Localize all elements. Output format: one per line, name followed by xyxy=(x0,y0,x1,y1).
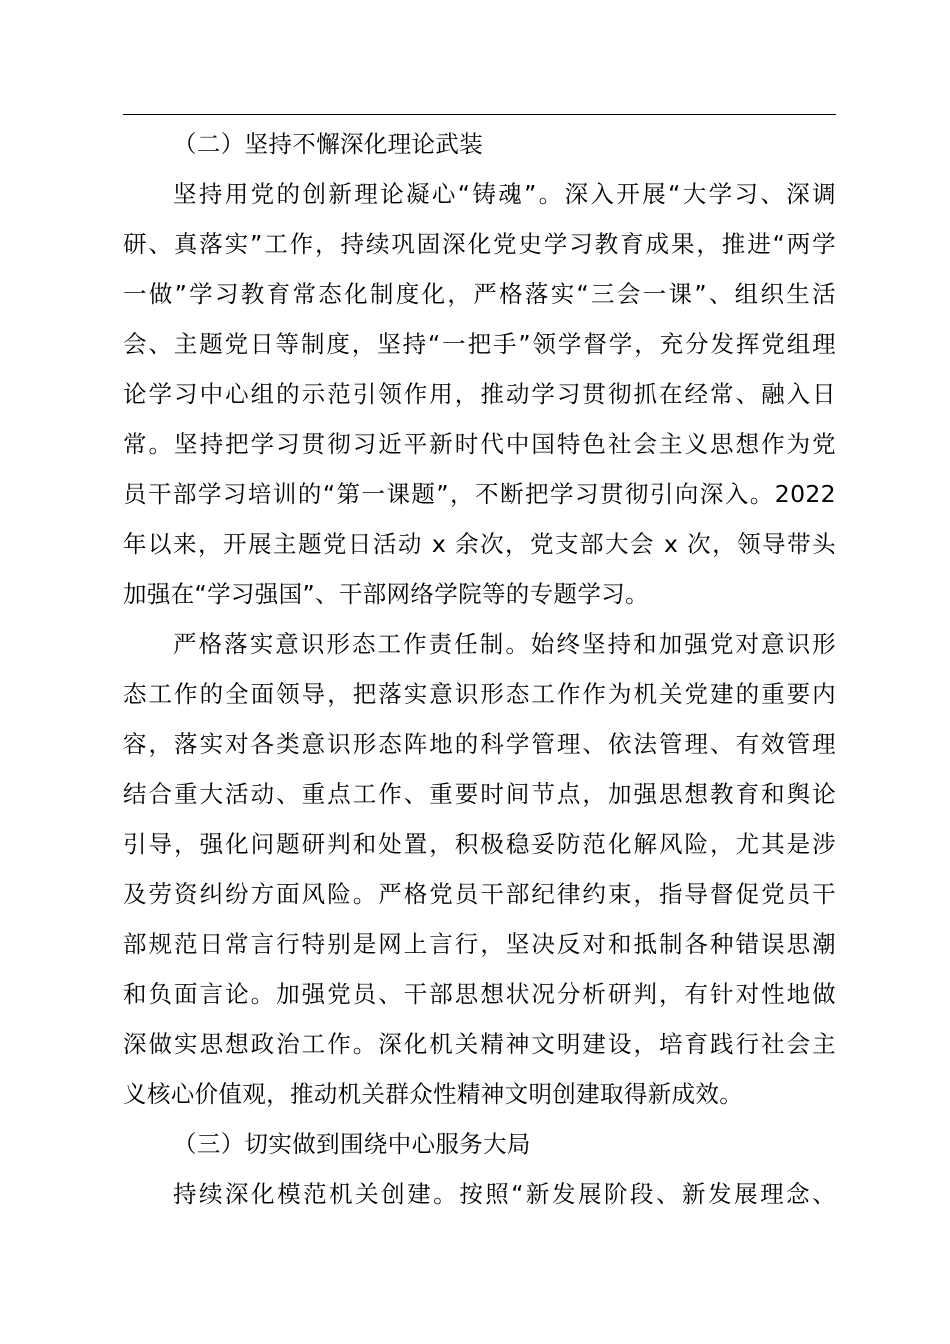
text-line: 态工作的全面领导，把落实意识形态工作作为机关党建的重要内 xyxy=(123,680,836,708)
text-line: 年以来，开展主题党日活动 x 余次，党支部大会 x 次，领导带头 xyxy=(123,530,836,558)
text-line: 研、真落实”工作，持续巩固深化党史学习教育成果，推进“两学 xyxy=(123,230,836,258)
text-line: 容，落实对各类意识形态阵地的科学管理、依法管理、有效管理 xyxy=(123,730,836,758)
text-line: 结合重大活动、重点工作、重要时间节点，加强思想教育和舆论 xyxy=(123,780,836,808)
text-line: 部规范日常言行特别是网上言行，坚决反对和抵制各种错误思潮 xyxy=(123,930,836,958)
text-line: （三）切实做到围绕中心服务大局 xyxy=(173,1130,531,1158)
text-line: 义核心价值观，推动机关群众性精神文明创建取得新成效。 xyxy=(123,1080,744,1108)
document-body xyxy=(123,119,836,1219)
text-line: 加强在“学习强国”、干部网络学院等的专题学习。 xyxy=(123,580,649,608)
text-line: 和负面言论。加强党员、干部思想状况分析研判，有针对性地做 xyxy=(123,980,836,1008)
text-line: 员干部学习培训的“第一课题”，不断把学习贯彻引向深入。2022 xyxy=(123,480,836,508)
text-line: 深做实思想政治工作。深化机关精神文明建设，培育践行社会主 xyxy=(123,1030,836,1058)
text-line: 严格落实意识形态工作责任制。始终坚持和加强党对意识形 xyxy=(173,630,836,658)
text-line: 论学习中心组的示范引领作用，推动学习贯彻抓在经常、融入日 xyxy=(123,380,836,408)
text-line: 会、主题党日等制度，坚持“一把手”领学督学，充分发挥党组理 xyxy=(123,330,836,358)
text-line: 常。坚持把学习贯彻习近平新时代中国特色社会主义思想作为党 xyxy=(123,430,836,458)
text-line: 持续深化模范机关创建。按照“新发展阶段、新发展理念、 xyxy=(173,1180,836,1208)
text-line: 一做”学习教育常态化制度化，严格落实“三会一课”、组织生活 xyxy=(123,280,836,308)
text-line: 引导，强化问题研判和处置，积极稳妥防范化解风险，尤其是涉 xyxy=(123,830,836,858)
text-line: 坚持用党的创新理论凝心“铸魂”。深入开展“大学习、深调 xyxy=(173,180,836,208)
text-line: 及劳资纠纷方面风险。严格党员干部纪律约束，指导督促党员干 xyxy=(123,880,836,908)
text-line: （二）坚持不懈深化理论武装 xyxy=(173,130,484,158)
header-rule xyxy=(123,114,836,115)
